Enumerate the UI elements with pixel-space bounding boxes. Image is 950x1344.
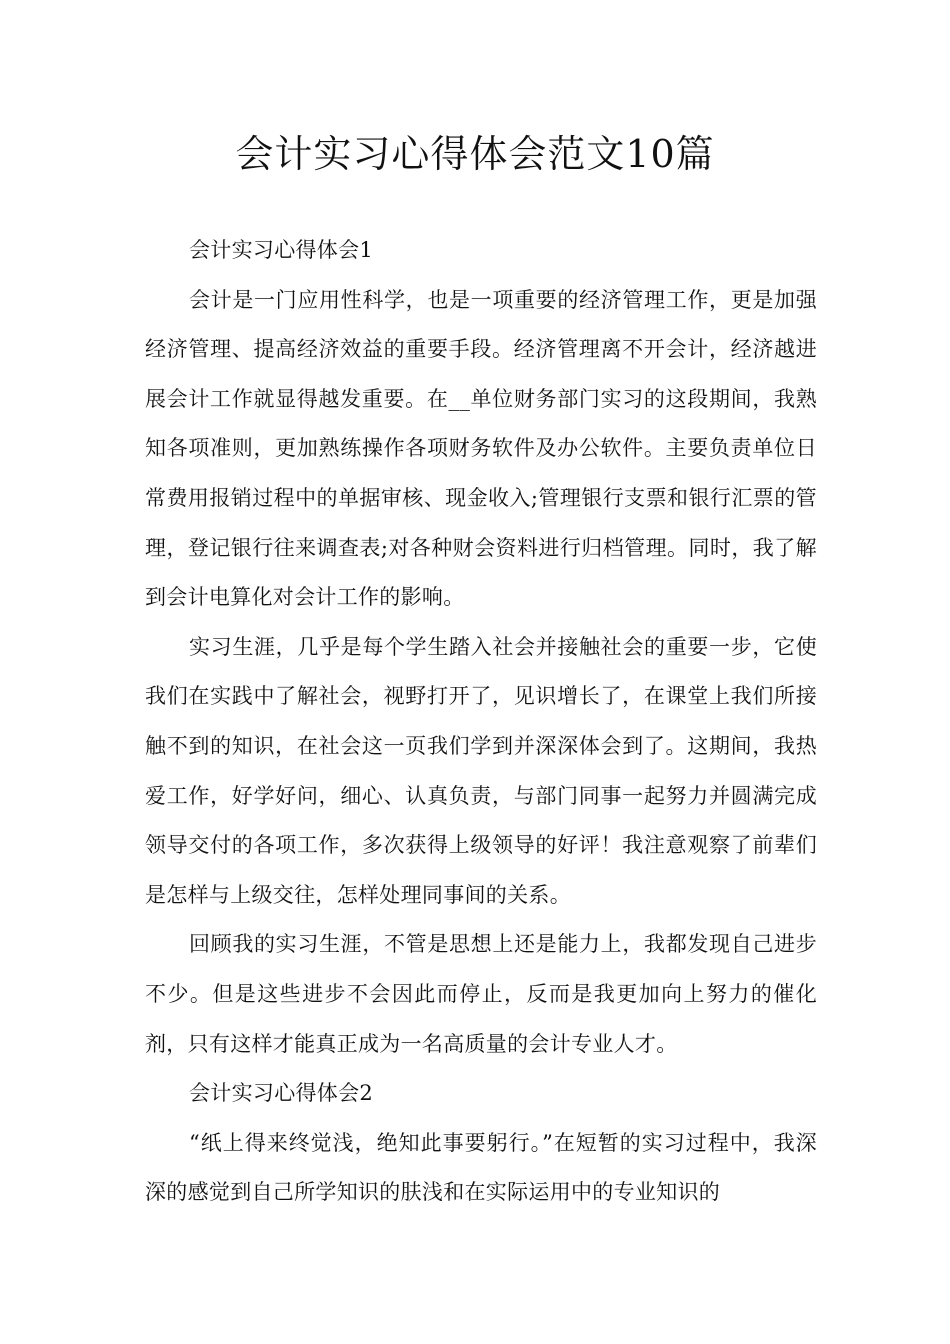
section-heading-1: 会计实习心得体会1 (189, 238, 374, 262)
document-body (145, 226, 817, 1218)
document-title: 会计实习心得体会范文10篇 (235, 132, 715, 176)
paragraph-1-1: 会计是一门应用性科学，也是一项重要的经济管理工作，更是加强经济管理、提高经济效益的重要手段。经济管理离不开会计，经济越进展会计工作就显得越发重要。在__单位财务部门实习的这段期间，我熟知各项准则，更加熟练操作各项财务软件及办公软件。主要负责单位日常费用报销过程中的单据审核、现金收入;管理银行支票和银行汇票的管理，登记银行往来调查表;对各种财会资料进行归档管理。同时，我了解到会计电算化对会计工作的影响。 (145, 287, 817, 610)
paragraph-1-3: 回顾我的实习生涯，不管是思想上还是能力上，我都发现自己进步不少。但是这些进步不会因此而停止，反而是我更加向上努力的催化剂，只有这样才能真正成为一名高质量的会计专业人才。 (145, 932, 817, 1056)
section-heading-2: 会计实习心得体会2 (189, 1081, 374, 1106)
paragraph-1-2: 实习生涯，几乎是每个学生踏入社会并接触社会的重要一步，它使我们在实践中了解社会，视野打开了，见识增长了，在课堂上我们所接触不到的知识，在社会这一页我们学到并深深体会到了。这期间，我热爱工作，好学好问，细心、认真负责，与部门同事一起努力并圆满完成领导交付的各项工作，多次获得上级领导的好评！我注意观察了前辈们是怎样与上级交往，怎样处理同事间的关系。 (145, 634, 817, 907)
paragraph-2-1: “纸上得来终觉浅，绝知此事要躬行。”在短暂的实习过程中，我深深的感觉到自己所学知识的肤浅和在实际运用中的专业知识的 (145, 1130, 817, 1205)
